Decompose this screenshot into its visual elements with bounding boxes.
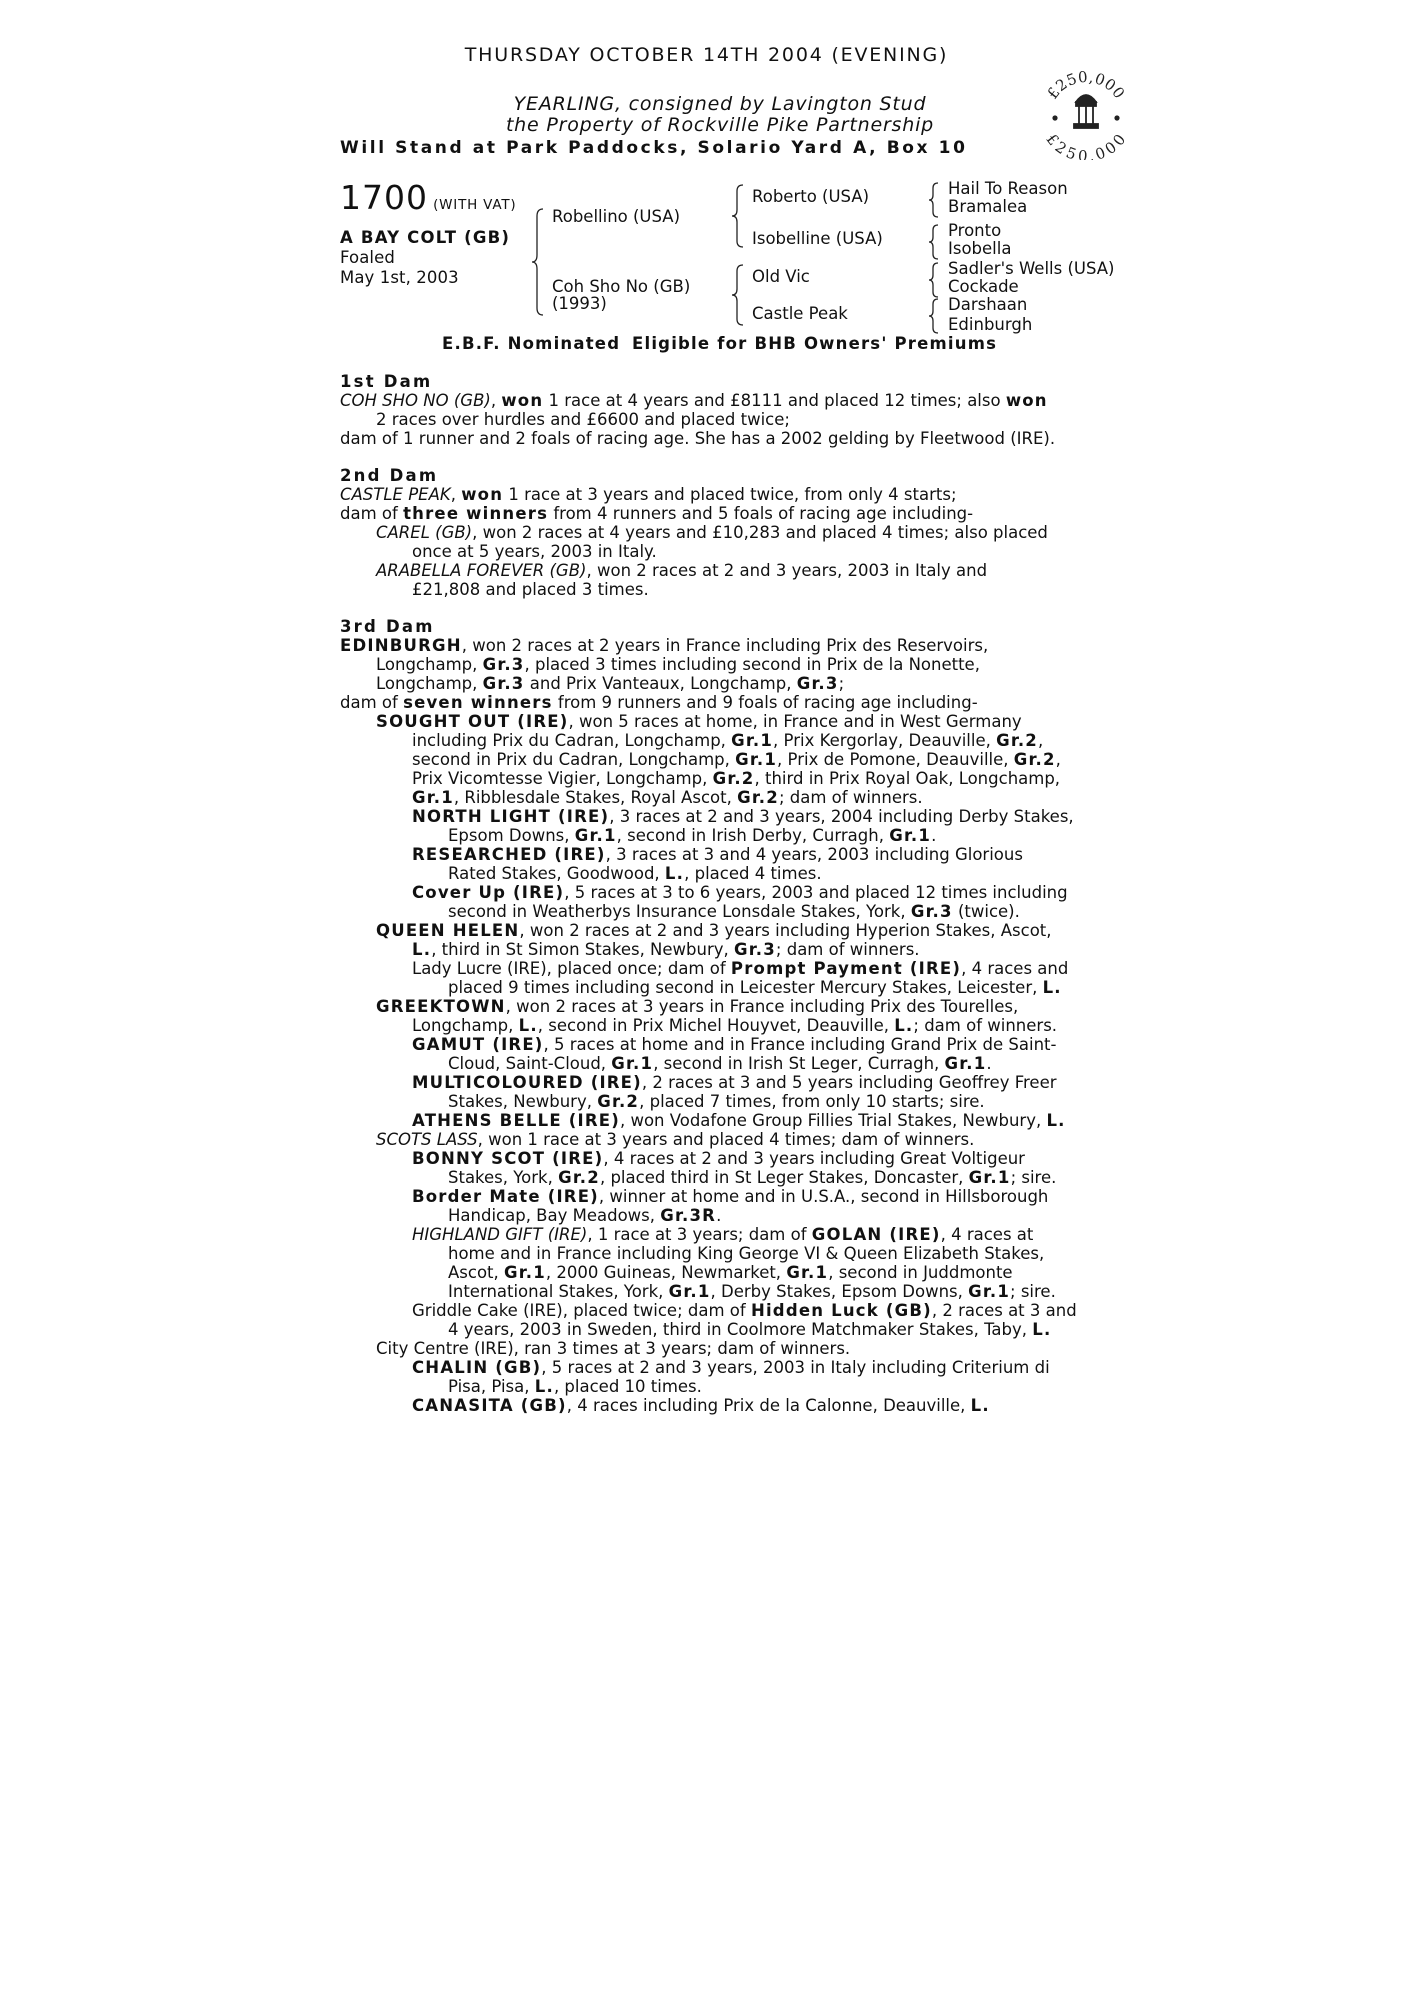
text-run: Lady Lucre (IRE), placed once; dam of	[412, 959, 731, 978]
bold-run: CANASITA (GB)	[412, 1396, 567, 1415]
text-line	[340, 523, 1048, 542]
text-run: Ascot,	[448, 1263, 505, 1282]
text-run: International Stakes, York,	[448, 1282, 669, 1301]
italic-run: ARABELLA FOREVER (GB)	[376, 561, 587, 580]
text-run: ; sire.	[1010, 1168, 1057, 1187]
text-run: second in Weatherbys Insurance Lonsdale Stakes, York,	[448, 902, 911, 921]
text-run: , 4 races at	[940, 1225, 1034, 1244]
text-run: ; sire.	[1010, 1282, 1056, 1301]
text-line	[340, 864, 1077, 883]
bold-run: MULTICOLOURED (IRE)	[412, 1073, 642, 1092]
text-line	[340, 1187, 1077, 1206]
first-dam-heading: 1st Dam	[340, 372, 433, 391]
bold-run: Gr.2	[597, 1092, 640, 1111]
bold-run: Gr.1	[611, 1054, 654, 1073]
pedigree-brace-main	[531, 208, 545, 316]
bold-run: Gr.1	[412, 788, 454, 807]
text-line	[340, 731, 1077, 750]
text-line	[340, 1073, 1077, 1092]
consignor-line: YEARLING, consigned by Lavington Stud	[513, 93, 927, 115]
text-run: Pisa, Pisa,	[448, 1377, 535, 1396]
text-line	[340, 429, 1055, 448]
text-run: home and in France including King George VI & Queen Elizabeth Stakes,	[448, 1244, 1045, 1263]
sire-name: Robellino (USA)	[552, 207, 681, 226]
text-run: once at 5 years, 2003 in Italy.	[412, 542, 657, 561]
bold-run: Border Mate (IRE)	[412, 1187, 599, 1206]
bold-run: Gr.3	[796, 674, 839, 693]
dam-sire: Old Vic	[752, 267, 810, 286]
bold-run: Prompt Payment (IRE)	[730, 959, 962, 978]
text-line	[340, 788, 1077, 807]
text-run: ;	[838, 674, 845, 693]
text-line	[340, 1130, 1077, 1149]
stamp-text-bottom: £250,000	[1042, 130, 1130, 160]
text-run: (twice).	[952, 902, 1020, 921]
text-line	[340, 636, 1077, 655]
text-run: , 3 races at 2 and 3 years, 2004 including Derby Stakes,	[609, 807, 1074, 826]
sire-dam: Isobelline (USA)	[752, 229, 883, 248]
text-line	[340, 1320, 1077, 1339]
text-run: , Prix Kergorlay, Deauville,	[773, 731, 997, 750]
g-sadlers-wells: Sadler's Wells (USA)	[948, 259, 1115, 278]
stamp-graphic	[1036, 68, 1136, 160]
bold-run: three winners	[403, 504, 549, 523]
bold-run: Gr.2	[996, 731, 1038, 750]
text-line	[340, 1396, 1077, 1415]
stand-location: Will Stand at Park Paddocks, Solario Yard A, Box 10	[340, 138, 968, 158]
sale-date: THURSDAY OCTOBER 14TH 2004 (EVENING)	[464, 44, 949, 66]
text-run: , 5 races at home and in France including Grand Prix de Saint-	[543, 1035, 1057, 1054]
third-dam-heading: 3rd Dam	[340, 617, 435, 636]
text-run: , won 1 race at 3 years and placed 4 times; dam of winners.	[477, 1130, 975, 1149]
bold-run: L.	[970, 1396, 990, 1415]
bold-run: L.	[1032, 1320, 1052, 1339]
bold-run: GOLAN (IRE)	[811, 1225, 941, 1244]
text-run: dam of	[340, 693, 404, 712]
text-line	[340, 410, 1055, 429]
text-run: , 4 races and	[961, 959, 1069, 978]
bold-run: Gr.1	[574, 826, 617, 845]
text-line	[340, 712, 1077, 731]
text-run: Rated Stakes, Goodwood,	[448, 864, 665, 883]
building-icon	[1074, 95, 1098, 128]
text-line	[340, 807, 1077, 826]
text-run: , 2 races at 3 and	[931, 1301, 1077, 1320]
dam-name: Coh Sho No (GB)	[552, 277, 691, 296]
text-run: .	[931, 826, 937, 845]
text-run: , 4 races including Prix de la Calonne, Deauville,	[566, 1396, 971, 1415]
bold-run: Gr.2	[737, 788, 779, 807]
text-run: placed 9 times including second in Leicester Mercury Stakes, Leicester,	[448, 978, 1043, 997]
bold-run: L.	[518, 1016, 538, 1035]
text-line	[340, 1339, 1077, 1358]
svg-text:£250,000	[1042, 130, 1129, 160]
text-line	[340, 580, 1048, 599]
text-line	[340, 902, 1077, 921]
text-run: ,	[490, 391, 502, 410]
text-run: 1 race at 3 years and placed twice, from only 4 starts;	[503, 485, 957, 504]
pedigree-brace-g3	[928, 262, 940, 298]
bold-run: Gr.1	[968, 1168, 1011, 1187]
ebf-nominated: E.B.F. Nominated	[442, 334, 621, 353]
text-run: , 3 races at 3 and 4 years, 2003 including Glorious	[605, 845, 1023, 864]
g-darshaan: Darshaan	[948, 295, 1028, 314]
text-run: , Derby Stakes, Epsom Downs,	[710, 1282, 969, 1301]
italic-run: CASTLE PEAK	[340, 485, 451, 504]
text-run: second in Prix du Cadran, Longchamp,	[412, 750, 736, 769]
text-run: Stakes, Newbury,	[448, 1092, 598, 1111]
bold-run: L.	[664, 864, 685, 883]
second-dam-heading: 2nd Dam	[340, 466, 439, 485]
bhb-eligible: Eligible for BHB Owners' Premiums	[632, 334, 998, 353]
text-line	[340, 1206, 1077, 1225]
text-line	[340, 693, 1077, 712]
text-run: Longchamp,	[376, 655, 483, 674]
bold-run: L.	[1042, 978, 1062, 997]
text-run: , second in Prix Michel Houyvet, Deauville,	[537, 1016, 895, 1035]
text-run: dam of	[340, 504, 404, 523]
text-run: ,	[450, 485, 462, 504]
pedigree-brace-g4	[928, 298, 940, 334]
sire-sire: Roberto (USA)	[752, 187, 870, 206]
bold-run: L.	[412, 940, 432, 959]
italic-run: HIGHLAND GIFT (IRE)	[412, 1225, 588, 1244]
text-line	[340, 1111, 1077, 1130]
bold-run: Hidden Luck (GB)	[750, 1301, 932, 1320]
text-run: , won 5 races at home, in France and in West Germany	[568, 712, 1022, 731]
text-run: , placed 4 times.	[684, 864, 822, 883]
text-line	[340, 1377, 1077, 1396]
text-run: ,	[1038, 731, 1044, 750]
text-run: 4 years, 2003 in Sweden, third in Coolmore Matchmaker Stakes, Taby,	[448, 1320, 1033, 1339]
text-run: ; dam of winners.	[913, 1016, 1058, 1035]
text-line	[340, 1358, 1077, 1377]
text-run: Epsom Downs,	[448, 826, 575, 845]
text-line	[340, 542, 1048, 561]
first-dam-text	[340, 391, 1055, 448]
bold-run: Gr.3R	[660, 1206, 717, 1225]
bold-run: L.	[1046, 1111, 1066, 1130]
bold-run: Gr.1	[668, 1282, 711, 1301]
text-run: Cloud, Saint-Cloud,	[448, 1054, 612, 1073]
text-line	[340, 959, 1077, 978]
text-run: , won 2 races at 4 years and £10,283 and placed 4 times; also placed	[472, 523, 1048, 542]
stamp-dot-left	[1052, 115, 1057, 120]
text-line	[340, 655, 1077, 674]
italic-run: CAREL (GB)	[376, 523, 473, 542]
pedigree-brace-g2	[928, 224, 940, 260]
bold-run: RESEARCHED (IRE)	[412, 845, 606, 864]
text-line	[340, 997, 1077, 1016]
lot-description: A BAY COLT (GB)	[340, 228, 511, 247]
bold-run: Gr.3	[482, 655, 525, 674]
dam-year: (1993)	[552, 294, 607, 313]
text-run: , won 2 races at 2 and 3 years, 2003 in Italy and	[586, 561, 988, 580]
text-run: £21,808 and placed 3 times.	[412, 580, 649, 599]
italic-run: SCOTS LASS	[376, 1130, 478, 1149]
text-run: .	[986, 1054, 992, 1073]
text-run: 2 races over hurdles and £6600 and placed twice;	[376, 410, 790, 429]
second-dam-text	[340, 485, 1048, 599]
text-run: , third in Prix Royal Oak, Longchamp,	[754, 769, 1061, 788]
bold-run: Gr.2	[1013, 750, 1056, 769]
text-run: , 4 races at 2 and 3 years including Great Voltigeur	[603, 1149, 1025, 1168]
bold-run: EDINBURGH	[340, 636, 462, 655]
text-run: and Prix Vanteaux, Longchamp,	[524, 674, 797, 693]
bold-run: ATHENS BELLE (IRE)	[412, 1111, 620, 1130]
owner-line: the Property of Rockville Pike Partnership	[505, 114, 935, 136]
text-line	[340, 940, 1077, 959]
text-run: Longchamp,	[412, 1016, 519, 1035]
text-run: ; dam of winners.	[778, 788, 923, 807]
text-line	[340, 1035, 1077, 1054]
bold-run: Gr.3	[910, 902, 953, 921]
text-line	[340, 1092, 1077, 1111]
text-run: , 5 races at 3 to 6 years, 2003 and placed 12 times including	[564, 883, 1068, 902]
bold-run: L.	[534, 1377, 554, 1396]
text-line	[340, 485, 1048, 504]
text-run: dam of 1 runner and 2 foals of racing age. She has a 2002 gelding by Fleetwood (IRE).	[340, 429, 1056, 448]
text-run: , 2000 Guineas, Newmarket,	[545, 1263, 787, 1282]
g-cockade: Cockade	[948, 277, 1019, 296]
stamp-text-top: £250,000	[1043, 68, 1129, 103]
bold-run: L.	[894, 1016, 914, 1035]
text-line	[340, 826, 1077, 845]
g-edinburgh: Edinburgh	[948, 315, 1033, 334]
bold-run: Gr.1	[968, 1282, 1011, 1301]
text-run: , placed 7 times, from only 10 starts; sire.	[639, 1092, 985, 1111]
bold-run: SOUGHT OUT (IRE)	[376, 712, 569, 731]
text-run: ; dam of winners.	[775, 940, 920, 959]
text-run: , Prix de Pomone, Deauville,	[777, 750, 1014, 769]
text-run: Stakes, York,	[448, 1168, 559, 1187]
lot-number-line	[340, 178, 516, 217]
bold-run: CHALIN (GB)	[412, 1358, 542, 1377]
text-run: including Prix du Cadran, Longchamp,	[412, 731, 732, 750]
bold-run: won	[461, 485, 504, 504]
bold-run: GAMUT (IRE)	[412, 1035, 544, 1054]
text-run: , second in Irish Derby, Curragh,	[616, 826, 890, 845]
bold-run: Gr.1	[504, 1263, 546, 1282]
text-line	[340, 674, 1077, 693]
text-line	[340, 1016, 1077, 1035]
text-run: , third in St Simon Stakes, Newbury,	[431, 940, 735, 959]
text-run: from 9 runners and 9 foals of racing age including-	[552, 693, 978, 712]
text-line	[340, 921, 1077, 940]
text-run: Handicap, Bay Meadows,	[448, 1206, 661, 1225]
bold-run: QUEEN HELEN	[376, 921, 520, 940]
bold-run: NORTH LIGHT (IRE)	[412, 807, 610, 826]
text-run: ,	[1055, 750, 1061, 769]
text-run: , 1 race at 3 years; dam of	[587, 1225, 812, 1244]
text-line	[340, 561, 1048, 580]
bold-run: Gr.1	[786, 1263, 829, 1282]
bold-run: Gr.2	[712, 769, 755, 788]
pedigree-brace-sire	[731, 184, 745, 248]
text-line	[340, 769, 1077, 788]
text-run: from 4 runners and 5 foals of racing age including-	[548, 504, 974, 523]
text-line	[340, 1225, 1077, 1244]
text-run: 1 race at 4 years and £8111 and placed 12 times; also	[543, 391, 1006, 410]
text-line	[340, 504, 1048, 523]
text-run: , placed 3 times including second in Prix de la Nonette,	[524, 655, 980, 674]
text-line	[340, 883, 1077, 902]
text-line	[340, 1149, 1077, 1168]
text-run: , 5 races at 2 and 3 years, 2003 in Italy including Criterium di	[541, 1358, 1050, 1377]
text-run: , second in Irish St Leger, Curragh,	[653, 1054, 945, 1073]
text-run: , Ribblesdale Stakes, Royal Ascot,	[453, 788, 738, 807]
text-run: , won 2 races at 2 and 3 years including Hyperion Stakes, Ascot,	[519, 921, 1052, 940]
bold-run: BONNY SCOT (IRE)	[412, 1149, 604, 1168]
text-line	[340, 1244, 1077, 1263]
text-line	[340, 978, 1077, 997]
bold-run: seven winners	[403, 693, 553, 712]
text-run: City Centre (IRE), ran 3 times at 3 years; dam of winners.	[376, 1339, 851, 1358]
g-bramalea: Bramalea	[948, 197, 1028, 216]
text-line	[340, 1301, 1077, 1320]
bold-run: Gr.1	[944, 1054, 987, 1073]
bold-run: Gr.1	[731, 731, 774, 750]
text-run: Prix Vicomtesse Vigier, Longchamp,	[412, 769, 713, 788]
bold-run: Gr.1	[889, 826, 932, 845]
text-line	[340, 1168, 1077, 1187]
text-run: , placed third in St Leger Stakes, Doncaster,	[599, 1168, 969, 1187]
text-line	[340, 845, 1077, 864]
dam-dam: Castle Peak	[752, 304, 848, 323]
text-line	[340, 391, 1055, 410]
text-line	[340, 1054, 1077, 1073]
text-run: , second in Juddmonte	[828, 1263, 1013, 1282]
text-run: , 2 races at 3 and 5 years including Geoffrey Freer	[641, 1073, 1057, 1092]
text-run: , placed 10 times.	[553, 1377, 702, 1396]
bold-run: Gr.3	[734, 940, 776, 959]
g-isobella: Isobella	[948, 239, 1012, 258]
third-dam-text	[340, 636, 1077, 1415]
pedigree-brace-g1	[928, 182, 940, 218]
italic-run: COH SHO NO (GB)	[340, 391, 491, 410]
bold-run: Gr.2	[558, 1168, 600, 1187]
text-run: Griddle Cake (IRE), placed twice; dam of	[412, 1301, 751, 1320]
text-run: , won 2 races at 2 years in France including Prix des Reservoirs,	[461, 636, 989, 655]
vat-label: (WITH VAT)	[433, 197, 517, 213]
text-line	[340, 750, 1077, 769]
foaled-label: Foaled	[340, 248, 395, 267]
text-run: , winner at home and in U.S.A., second in Hillsborough	[598, 1187, 1049, 1206]
text-run: Longchamp,	[376, 674, 483, 693]
text-line	[340, 1263, 1077, 1282]
text-run: .	[716, 1206, 722, 1225]
lot-number: 1700	[340, 178, 428, 217]
text-run: , won 2 races at 3 years in France including Prix des Tourelles,	[505, 997, 1019, 1016]
text-run: , won Vodafone Group Fillies Trial Stakes, Newbury,	[619, 1111, 1047, 1130]
g-hail-to-reason: Hail To Reason	[948, 179, 1068, 198]
foaled-date: May 1st, 2003	[340, 268, 459, 287]
bold-run: won	[1005, 391, 1048, 410]
stamp-dot-right	[1114, 115, 1119, 120]
bold-run: GREEKTOWN	[376, 997, 506, 1016]
g-pronto: Pronto	[948, 221, 1002, 240]
bold-run: won	[501, 391, 544, 410]
text-line	[340, 1282, 1077, 1301]
bold-run: Gr.3	[482, 674, 525, 693]
bold-run: Cover Up (IRE)	[412, 883, 565, 902]
pedigree-brace-dam	[731, 264, 745, 326]
price-stamp	[1036, 68, 1136, 160]
bold-run: Gr.1	[735, 750, 778, 769]
